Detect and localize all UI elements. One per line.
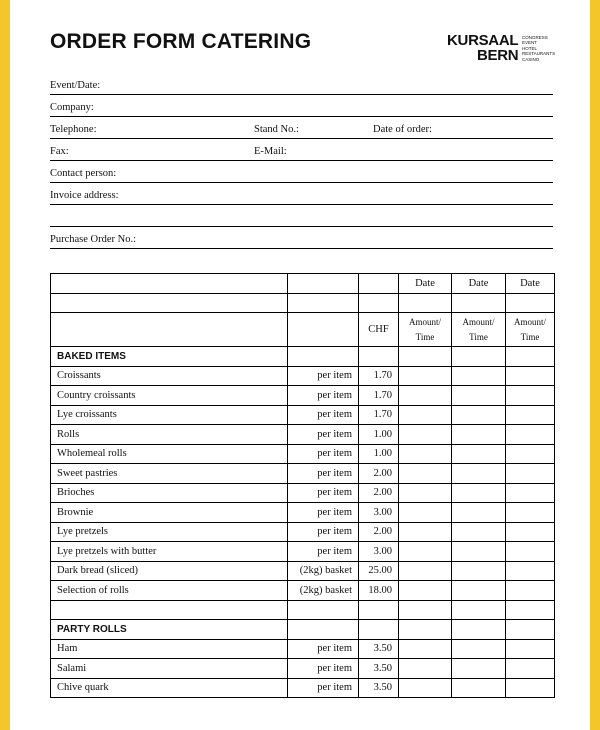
spacer-cell bbox=[399, 600, 452, 620]
item-price: 3.50 bbox=[359, 659, 399, 679]
amount-input-3[interactable] bbox=[506, 522, 555, 542]
section-amount-3[interactable] bbox=[506, 347, 555, 367]
item-row bbox=[51, 522, 555, 542]
amount-input-3[interactable] bbox=[506, 366, 555, 386]
date-column-header: Date bbox=[452, 274, 506, 294]
amount-input-3[interactable] bbox=[506, 503, 555, 523]
amount-input-1[interactable] bbox=[399, 659, 452, 679]
spacer-cell bbox=[288, 600, 359, 620]
section-blank bbox=[359, 347, 399, 367]
item-name: Ham bbox=[51, 639, 288, 659]
time-label: Time bbox=[469, 331, 488, 342]
amount-input-2[interactable] bbox=[452, 561, 506, 581]
item-unit: per item bbox=[288, 425, 359, 445]
date-of-order-label: Date of order: bbox=[373, 124, 432, 135]
amount-input-2[interactable] bbox=[452, 503, 506, 523]
amount-input-3[interactable] bbox=[506, 425, 555, 445]
event-date-label: Event/Date: bbox=[50, 80, 101, 91]
item-name: Croissants bbox=[51, 366, 288, 386]
amount-input-3[interactable] bbox=[506, 639, 555, 659]
amount-input-2[interactable] bbox=[452, 678, 506, 698]
fax-label: Fax: bbox=[50, 146, 69, 157]
item-unit: per item bbox=[288, 405, 359, 425]
time-label: Time bbox=[520, 331, 540, 342]
item-name: Chive quark bbox=[51, 678, 288, 698]
purchase-order-field[interactable] bbox=[50, 226, 553, 249]
amount-input-2[interactable] bbox=[452, 366, 506, 386]
item-price: 1.70 bbox=[359, 405, 399, 425]
item-row bbox=[51, 503, 555, 523]
amount-input-2[interactable] bbox=[452, 483, 506, 503]
amount-input-2[interactable] bbox=[452, 405, 506, 425]
amount-time-header bbox=[452, 313, 506, 347]
amount-input-1[interactable] bbox=[399, 425, 452, 445]
amount-input-1[interactable] bbox=[399, 639, 452, 659]
amount-input-3[interactable] bbox=[506, 464, 555, 484]
amount-input-3[interactable] bbox=[506, 405, 555, 425]
item-row bbox=[51, 483, 555, 503]
date-column-header: Date bbox=[506, 274, 555, 294]
section-amount-2[interactable] bbox=[452, 347, 506, 367]
header-blank bbox=[51, 274, 288, 294]
item-price: 3.00 bbox=[359, 542, 399, 562]
spacer-cell bbox=[506, 600, 555, 620]
item-row bbox=[51, 366, 555, 386]
item-name: Sweet pastries bbox=[51, 464, 288, 484]
amount-input-3[interactable] bbox=[506, 483, 555, 503]
item-name: Dark bread (sliced) bbox=[51, 561, 288, 581]
date-input-2[interactable] bbox=[452, 293, 506, 313]
invoice-address-label: Invoice address: bbox=[50, 190, 119, 201]
amount-input-1[interactable] bbox=[399, 581, 452, 601]
item-row bbox=[51, 425, 555, 445]
item-unit: per item bbox=[288, 542, 359, 562]
item-row bbox=[51, 561, 555, 581]
telephone-row[interactable] bbox=[50, 116, 553, 139]
stand-no-label: Stand No.: bbox=[254, 124, 299, 135]
item-price: 1.70 bbox=[359, 386, 399, 406]
amount-input-3[interactable] bbox=[506, 542, 555, 562]
email-label: E-Mail: bbox=[254, 146, 287, 157]
invoice-address-field[interactable] bbox=[50, 182, 553, 205]
currency-header: CHF bbox=[359, 313, 399, 347]
page-title: ORDER FORM CATERING bbox=[50, 30, 312, 53]
item-unit: per item bbox=[288, 503, 359, 523]
item-row bbox=[51, 678, 555, 698]
header-blank bbox=[359, 293, 399, 313]
item-price: 2.00 bbox=[359, 464, 399, 484]
item-name: Selection of rolls bbox=[51, 581, 288, 601]
amount-input-1[interactable] bbox=[399, 366, 452, 386]
header-blank bbox=[51, 313, 288, 347]
amount-input-3[interactable] bbox=[506, 659, 555, 679]
section-amount-1[interactable] bbox=[399, 620, 452, 640]
event-date-field[interactable] bbox=[50, 72, 553, 95]
item-price: 3.50 bbox=[359, 639, 399, 659]
item-price: 18.00 bbox=[359, 581, 399, 601]
amount-input-3[interactable] bbox=[506, 386, 555, 406]
item-price: 1.70 bbox=[359, 366, 399, 386]
amount-label: Amount/ bbox=[513, 316, 546, 327]
item-name: Lye croissants bbox=[51, 405, 288, 425]
spacer-row bbox=[51, 600, 555, 620]
item-row bbox=[51, 581, 555, 601]
amount-input-3[interactable] bbox=[506, 444, 555, 464]
amount-input-2[interactable] bbox=[452, 542, 506, 562]
order-table bbox=[50, 273, 555, 698]
section-amount-2[interactable] bbox=[452, 620, 506, 640]
spacer-cell bbox=[359, 600, 399, 620]
amount-input-2[interactable] bbox=[452, 581, 506, 601]
item-unit: per item bbox=[288, 659, 359, 679]
item-name: Rolls bbox=[51, 425, 288, 445]
telephone-label: Telephone: bbox=[50, 124, 97, 135]
header-blank bbox=[51, 293, 288, 313]
amount-input-3[interactable] bbox=[506, 678, 555, 698]
section-header-row bbox=[51, 347, 555, 367]
contact-person-field[interactable] bbox=[50, 160, 553, 183]
kursaal-bern-logo bbox=[447, 33, 557, 67]
amount-input-2[interactable] bbox=[452, 522, 506, 542]
item-unit: per item bbox=[288, 483, 359, 503]
item-name: Brownie bbox=[51, 503, 288, 523]
item-unit: per item bbox=[288, 386, 359, 406]
section-title: BAKED ITEMS bbox=[51, 347, 288, 367]
amount-input-3[interactable] bbox=[506, 561, 555, 581]
item-unit: per item bbox=[288, 639, 359, 659]
item-price: 25.00 bbox=[359, 561, 399, 581]
logo-line-1: KURSAAL bbox=[447, 32, 519, 49]
header-blank bbox=[288, 313, 359, 347]
amount-input-1[interactable] bbox=[399, 444, 452, 464]
amount-label: Amount/ bbox=[408, 316, 441, 327]
amount-time-header bbox=[506, 313, 555, 347]
amount-input-1[interactable] bbox=[399, 522, 452, 542]
section-blank bbox=[359, 620, 399, 640]
item-name: Wholemeal rolls bbox=[51, 444, 288, 464]
item-row bbox=[51, 659, 555, 679]
date-input-1[interactable] bbox=[399, 293, 452, 313]
amount-input-1[interactable] bbox=[399, 386, 452, 406]
header-blank bbox=[288, 274, 359, 294]
header-row-dates bbox=[51, 274, 555, 294]
item-price: 1.00 bbox=[359, 425, 399, 445]
header-row-labels bbox=[51, 313, 555, 347]
item-price: 3.50 bbox=[359, 678, 399, 698]
item-row bbox=[51, 405, 555, 425]
section-amount-3[interactable] bbox=[506, 620, 555, 640]
amount-input-1[interactable] bbox=[399, 483, 452, 503]
item-name: Brioches bbox=[51, 483, 288, 503]
item-unit: per item bbox=[288, 366, 359, 386]
item-price: 2.00 bbox=[359, 522, 399, 542]
item-unit: per item bbox=[288, 444, 359, 464]
date-input-3[interactable] bbox=[506, 293, 555, 313]
item-row bbox=[51, 386, 555, 406]
item-price: 1.00 bbox=[359, 444, 399, 464]
item-row bbox=[51, 639, 555, 659]
section-blank bbox=[288, 620, 359, 640]
item-unit: (2kg) basket bbox=[288, 561, 359, 581]
amount-input-2[interactable] bbox=[452, 386, 506, 406]
item-unit: per item bbox=[288, 678, 359, 698]
section-blank bbox=[288, 347, 359, 367]
header-blank bbox=[359, 274, 399, 294]
item-unit: (2kg) basket bbox=[288, 581, 359, 601]
date-column-header: Date bbox=[399, 274, 452, 294]
section-header-row bbox=[51, 620, 555, 640]
company-field[interactable] bbox=[50, 94, 553, 117]
amount-input-1[interactable] bbox=[399, 405, 452, 425]
spacer-cell bbox=[452, 600, 506, 620]
purchase-order-label: Purchase Order No.: bbox=[50, 234, 137, 245]
spacer-cell bbox=[51, 600, 288, 620]
item-row bbox=[51, 444, 555, 464]
amount-time-header bbox=[399, 313, 452, 347]
item-row bbox=[51, 542, 555, 562]
header-row-blank bbox=[51, 293, 555, 313]
section-title: PARTY ROLLS bbox=[51, 620, 288, 640]
amount-input-1[interactable] bbox=[399, 561, 452, 581]
amount-input-2[interactable] bbox=[452, 464, 506, 484]
amount-input-2[interactable] bbox=[452, 444, 506, 464]
time-label: Time bbox=[415, 331, 435, 342]
item-name: Country croissants bbox=[51, 386, 288, 406]
amount-input-1[interactable] bbox=[399, 503, 452, 523]
header-blank bbox=[288, 293, 359, 313]
item-unit: per item bbox=[288, 522, 359, 542]
fax-row[interactable] bbox=[50, 138, 553, 161]
section-amount-1[interactable] bbox=[399, 347, 452, 367]
amount-input-1[interactable] bbox=[399, 464, 452, 484]
item-price: 3.00 bbox=[359, 503, 399, 523]
item-name: Lye pretzels with butter bbox=[51, 542, 288, 562]
company-label: Company: bbox=[50, 102, 94, 113]
item-name: Salami bbox=[51, 659, 288, 679]
amount-input-2[interactable] bbox=[452, 639, 506, 659]
amount-label: Amount/ bbox=[462, 316, 495, 327]
amount-input-1[interactable] bbox=[399, 542, 452, 562]
amount-input-3[interactable] bbox=[506, 581, 555, 601]
logo-tagline: CONGRESS EVENT HOTEL RESTAURANTS CASINO bbox=[522, 35, 556, 62]
amount-input-2[interactable] bbox=[452, 659, 506, 679]
amount-input-1[interactable] bbox=[399, 678, 452, 698]
invoice-address-line-2[interactable] bbox=[50, 204, 553, 227]
contact-person-label: Contact person: bbox=[50, 168, 117, 179]
logo-line-2: BERN bbox=[477, 47, 519, 64]
item-unit: per item bbox=[288, 464, 359, 484]
amount-input-2[interactable] bbox=[452, 425, 506, 445]
item-row bbox=[51, 464, 555, 484]
item-price: 2.00 bbox=[359, 483, 399, 503]
item-name: Lye pretzels bbox=[51, 522, 288, 542]
order-form-page bbox=[10, 0, 590, 730]
